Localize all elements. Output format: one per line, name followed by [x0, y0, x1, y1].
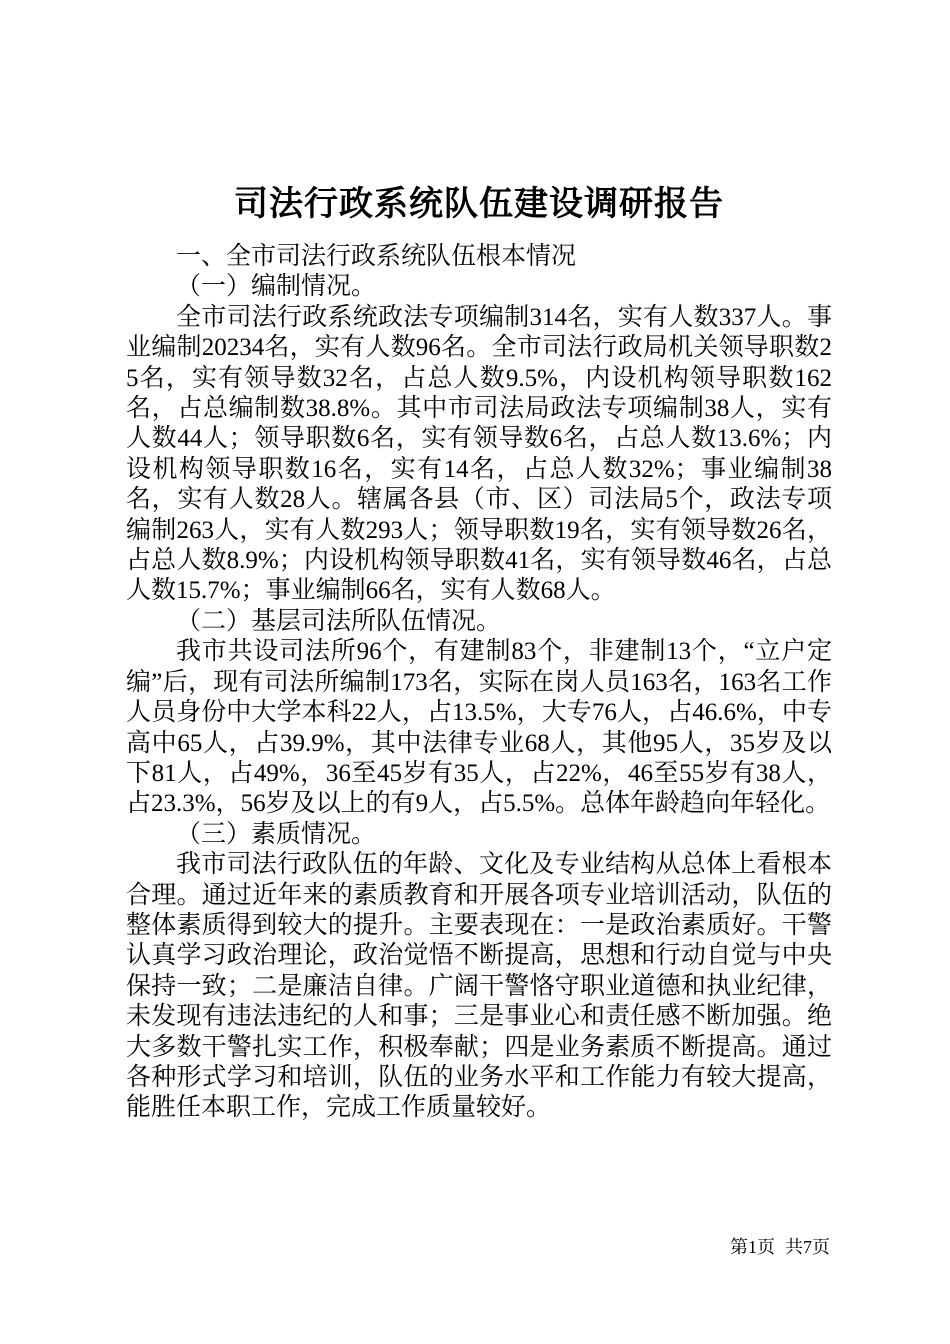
paragraph-body-2: 我市共设司法所96个，有建制83个，非建制13个，“立户定编”后，现有司法所编制173名，实际在岗人员163名，163名工作人员身份中大学本科22人，占13.5%，大专76人，占46.6%，中专高中65人，占39.9%，其中法律专业68人，其他95人，35岁及以下81人，占49%，36至45岁有35人，占22%，46至55岁有38人，占23.3%，56岁及以上的有9人，占5.5%。总体年龄趋向年轻化。	[126, 638, 832, 818]
paragraph-subheading-2: （二）基层司法所队伍情况。	[176, 607, 502, 635]
total-pages-label: 共7页	[785, 1237, 830, 1257]
current-page-label: 第1页	[730, 1237, 775, 1257]
paragraph-subheading-1: （一）编制情况。	[176, 273, 377, 301]
paragraph-subheading-3: （三）素质情况。	[176, 820, 377, 848]
document-title: 司法行政系统队伍建设调研报告	[234, 186, 724, 223]
paragraph-body-3: 我市司法行政队伍的年龄、文化及专业结构从总体上看根本合理。通过近年来的素质教育和开展各项专业培训活动，队伍的整体素质得到较大的提升。主要表现在：一是政治素质好。干警认真学习政治理论，政治觉悟不断提高，思想和行动自觉与中央保持一致；二是廉洁自律。广阔干警恪守职业道德和执业纪律，未发现有违法违纪的人和事；三是事业心和责任感不断加强。绝大多数干警扎实工作，积极奉献；四是业务素质不断提高。通过各种形式学习和培训，队伍的业务水平和工作能力有较大提高，能胜任本职工作，完成工作质量较好。	[126, 851, 832, 1122]
paragraph-section-heading: 一、全市司法行政系统队伍根本情况	[176, 243, 577, 270]
page-footer	[730, 1236, 830, 1258]
paragraph-body-1: 全市司法行政系统政法专项编制314名，实有人数337人。事业编制20234名，实有人数96名。全市司法行政局机关领导职数25名，实有领导数32名，占总人数9.5%，内设机构领导职数162名，占总编制数38.8%。其中市司法局政法专项编制38人，实有人数44人；领导职数6名，实有领导数6名，占总人数13.6%；内设机构领导职数16名，实有14名，占总人数32%；事业编制38名，实有人数28人。辖属各县（市、区）司法局5个，政法专项编制263人，实有人数293人；领导职数19名，实有领导数26名，占总人数8.9%；内设机构领导职数41名，实有领导数46名，占总人数15.7%；事业编制66名，实有人数68人。	[126, 303, 832, 605]
